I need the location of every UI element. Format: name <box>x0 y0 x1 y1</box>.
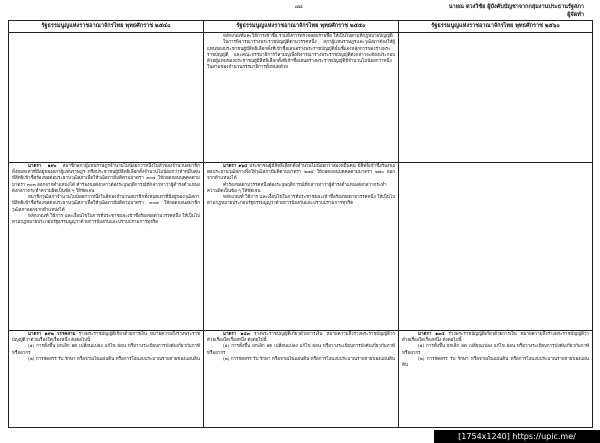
paragraph-text: ในการพิจารณาร่างพระราชบัญญัติตามวรรคหนึ่ง สภาผู้แทนราษฎรและวุฒิสภาต้องให้ผู้แทนของประชาชนผู้มีสิทธิเลือกตั้งที่เข้าชื่อเสนอร่างพระราชบัญญัตินั้นชี้แจงหลักการของร่างพระราชบัญญัติ และคณะกรรมาธิการวิสามัญเพื่อพิจารณาร่างพระราชบัญญัติดังกล่าวจะต้องประกอบด้วยผู้แทนของประชาชนผู้มีสิทธิเลือกตั้งที่เข้าชื่อเสนอร่างพระราชบัญญัติมีจำนวนไม่น้อยกว่าหนึ่งในสามของจำนวนกรรมาธิการทั้งหมดด้วย <box>207 40 395 71</box>
paragraph-text: ร่างพระราชบัญญัติเกี่ยวด้วยการเงิน หมายความถึงร่างพระราชบัญญัติว่าด้วยเรื่องใดเรื่องหนึ่ง ดังต่อไปนี้ <box>402 331 590 344</box>
table-cell <box>204 330 399 427</box>
column-header-2550: รัฐธรรมนูญแห่งราชอาณาจักรไทย พุทธศักราช ๒๕๕๐ <box>204 21 399 33</box>
paragraph <box>402 332 589 345</box>
header-note-line2: ผู้จัดทำ <box>567 12 584 18</box>
table-cell <box>399 33 593 163</box>
paragraph <box>207 344 395 357</box>
table-row <box>9 33 593 163</box>
section-number: มาตรา ๑๖๔ <box>223 163 248 169</box>
table-cell <box>9 330 204 427</box>
paragraph-text: หลักเกณฑ์และวิธีการเข้าชื่อ รวมทั้งการตรวจสอบรายชื่อ ให้เป็นไปตามที่กฎหมายบัญญัติ <box>223 34 393 39</box>
paragraph-text: (๑) การตั้งขึ้น ยกเลิก ลด เปลี่ยนแปลง แก้ไข ผ่อน หรือวางระเบียบการบังคับเกี่ยวกับภาษีหรืออากร <box>402 344 589 356</box>
paragraph-text: ร่างพระราชบัญญัติเกี่ยวด้วยการเงิน หมายความถึงร่างพระราชบัญญัติว่าด้วยเรื่องใดเรื่องหนึ่ง ดังต่อไปนี้ <box>12 331 200 344</box>
paragraph-text: หลักเกณฑ์ วิธีการ และเงื่อนไขในการที่ประชาชนจะเข้าชื่อร้องขอตามวรรคหนึ่ง ให้เป็นไปตามกฎหมายประกอบรัฐธรรมนูญว่าด้วยการป้องกันและปราบปรามการทุจริต <box>207 195 395 207</box>
paragraph-text: ประชาชนผู้มีสิทธิเลือกตั้งจำนวนไม่น้อยกว่าสองหมื่นคน มีสิทธิเข้าชื่อร้องขอต่อประธานวุฒิสภาเพื่อให้วุฒิสภามีมติตามมาตรา ๒๗๔ ให้ถอดถอนบุคคลตามมาตรา ๒๗๐ ออกจากตำแหน่งได้ <box>207 163 395 182</box>
paragraph <box>207 357 395 363</box>
section-number: มาตรา ๑๙๐ <box>28 163 57 169</box>
paragraph <box>207 164 395 183</box>
paragraph-text: (๒) การจัดสรร รับ รักษา หรือจ่ายเงินแผ่นดิน หรือการโอนงบประมาณรายจ่ายของแผ่นดิน <box>223 356 395 362</box>
table-cell <box>399 330 593 427</box>
paragraph-text: (๒) การจัดสรร รับ รักษา หรือจ่ายเงินแผ่นดิน หรือการโอนงบประมาณรายจ่ายของแผ่นดิน <box>28 356 200 362</box>
paragraph <box>12 164 200 195</box>
section-number: มาตรา ๑๙๒ วรรคสาม <box>28 331 76 337</box>
paragraph <box>12 214 200 227</box>
paragraph <box>12 357 200 363</box>
column-header-2540: รัฐธรรมนูญแห่งราชอาณาจักรไทย พุทธศักราช ๒๕๔๐ <box>9 21 204 33</box>
paragraph <box>402 344 589 357</box>
paragraph <box>12 344 200 357</box>
paragraph-text: ร่างพระราชบัญญัติเกี่ยวด้วยการเงิน หมายความถึงร่างพระราชบัญญัติว่าด้วยเรื่องใดเรื่องหนึ่ง ดังต่อไปนี้ <box>207 331 395 344</box>
header-note <box>449 3 584 19</box>
column-header-2560: รัฐธรรมนูญแห่งราชอาณาจักรไทย พุทธศักราช ๒๕๖๐ <box>399 21 593 33</box>
paragraph <box>207 183 395 196</box>
paragraph-text: หลักเกณฑ์ วิธีการ และเงื่อนไขในการที่ประชาชนจะเข้าชื่อร้องขอตามวรรคหนึ่ง ให้เป็นไปตามกฎหมายประกอบรัฐธรรมนูญว่าด้วยการป้องกันและปราบปรามการทุจริต <box>12 214 200 226</box>
watermark: [1754x1240] https://upic.me/ <box>434 430 600 443</box>
table-cell <box>9 162 204 330</box>
paragraph-text: (๒) การจัดสรร รับ รักษา หรือจ่ายเงินแผ่นดิน หรือการโอนงบประมาณรายจ่ายของแผ่นดิน <box>402 356 589 369</box>
paragraph-text: สมาชิกสภาผู้แทนราษฎรจำนวนไม่น้อยกว่าหนึ่งในห้าของจำนวนสมาชิกทั้งหมดเท่าที่มีอยู่ของสภาผู้แทนราษฎร หรือประชาชนผู้มีสิทธิเลือกตั้งจำนวนไม่น้อยกว่าห้าหมื่นคน มีสิทธิเข้าชื่อร้องขอต่อประธานวุฒิสภาเพื่อให้วุฒิสภามีมติตามมาตรา ๓๐๗ ให้ถอดถอนบุคคลตามมาตรา ๓๐๓ ออกจากตำแหน่งได้ คำร้องขอดังกล่าวต้องระบุพฤติการณ์ที่กล่าวหาว่าผู้ดำรงตำแหน่งดังกล่าวกระทำความผิดเป็นข้อ ๆ ให้ชัดเจน <box>12 163 200 194</box>
section-number: มาตรา ๑๓๔ <box>418 331 445 337</box>
table-cell <box>204 33 399 163</box>
paragraph <box>207 195 395 208</box>
paragraph <box>207 40 395 71</box>
paragraph-text: (๑) การตั้งขึ้น ยกเลิก ลด เปลี่ยนแปลง แก้ไข ผ่อน หรือวางระเบียบการบังคับเกี่ยวกับภาษีหรืออากร <box>12 344 200 356</box>
paragraph-text: สมาชิกวุฒิสภาจำนวนไม่น้อยกว่าหนึ่งในสี่ของจำนวนสมาชิกทั้งหมดเท่าที่มีอยู่ของวุฒิสภา มีสิทธิเข้าชื่อร้องขอต่อประธานวุฒิสภาเพื่อให้วุฒิสภามีมติตามมาตรา ๓๐๗ ให้ถอดถอนสมาชิกวุฒิสภาออกจากตำแหน่งได้ <box>12 195 200 213</box>
section-number: มาตรา ๑๔๓ <box>223 331 250 337</box>
table-cell <box>399 162 593 330</box>
paragraph <box>402 357 589 370</box>
table-row <box>9 162 593 330</box>
page-number: ๗๘ <box>295 4 303 10</box>
comparison-table <box>8 20 593 428</box>
paragraph <box>12 195 200 214</box>
paragraph <box>207 332 395 345</box>
table-cell <box>204 162 399 330</box>
paragraph <box>12 332 200 345</box>
paragraph-text: คำร้องขอตามวรรคหนึ่งต้องระบุพฤติการณ์ที่กล่าวหาว่าผู้ดำรงตำแหน่งดังกล่าวกระทำความผิดเป็นข้อ ๆ ให้ชัดเจน <box>207 182 387 194</box>
table-cell <box>9 33 204 163</box>
paragraph-text: (๑) การตั้งขึ้น ยกเลิก ลด เปลี่ยนแปลง แก้ไข ผ่อน หรือวางระเบียบการบังคับเกี่ยวกับภาษีหรืออากร <box>207 344 395 356</box>
table-header-row <box>9 21 593 33</box>
table-row <box>9 330 593 427</box>
header-note-line1: นายณ ดวงวิชัย ผู้บังคับบัญชาจากกลุ่มงานประธานรัฐสภา <box>448 4 584 10</box>
